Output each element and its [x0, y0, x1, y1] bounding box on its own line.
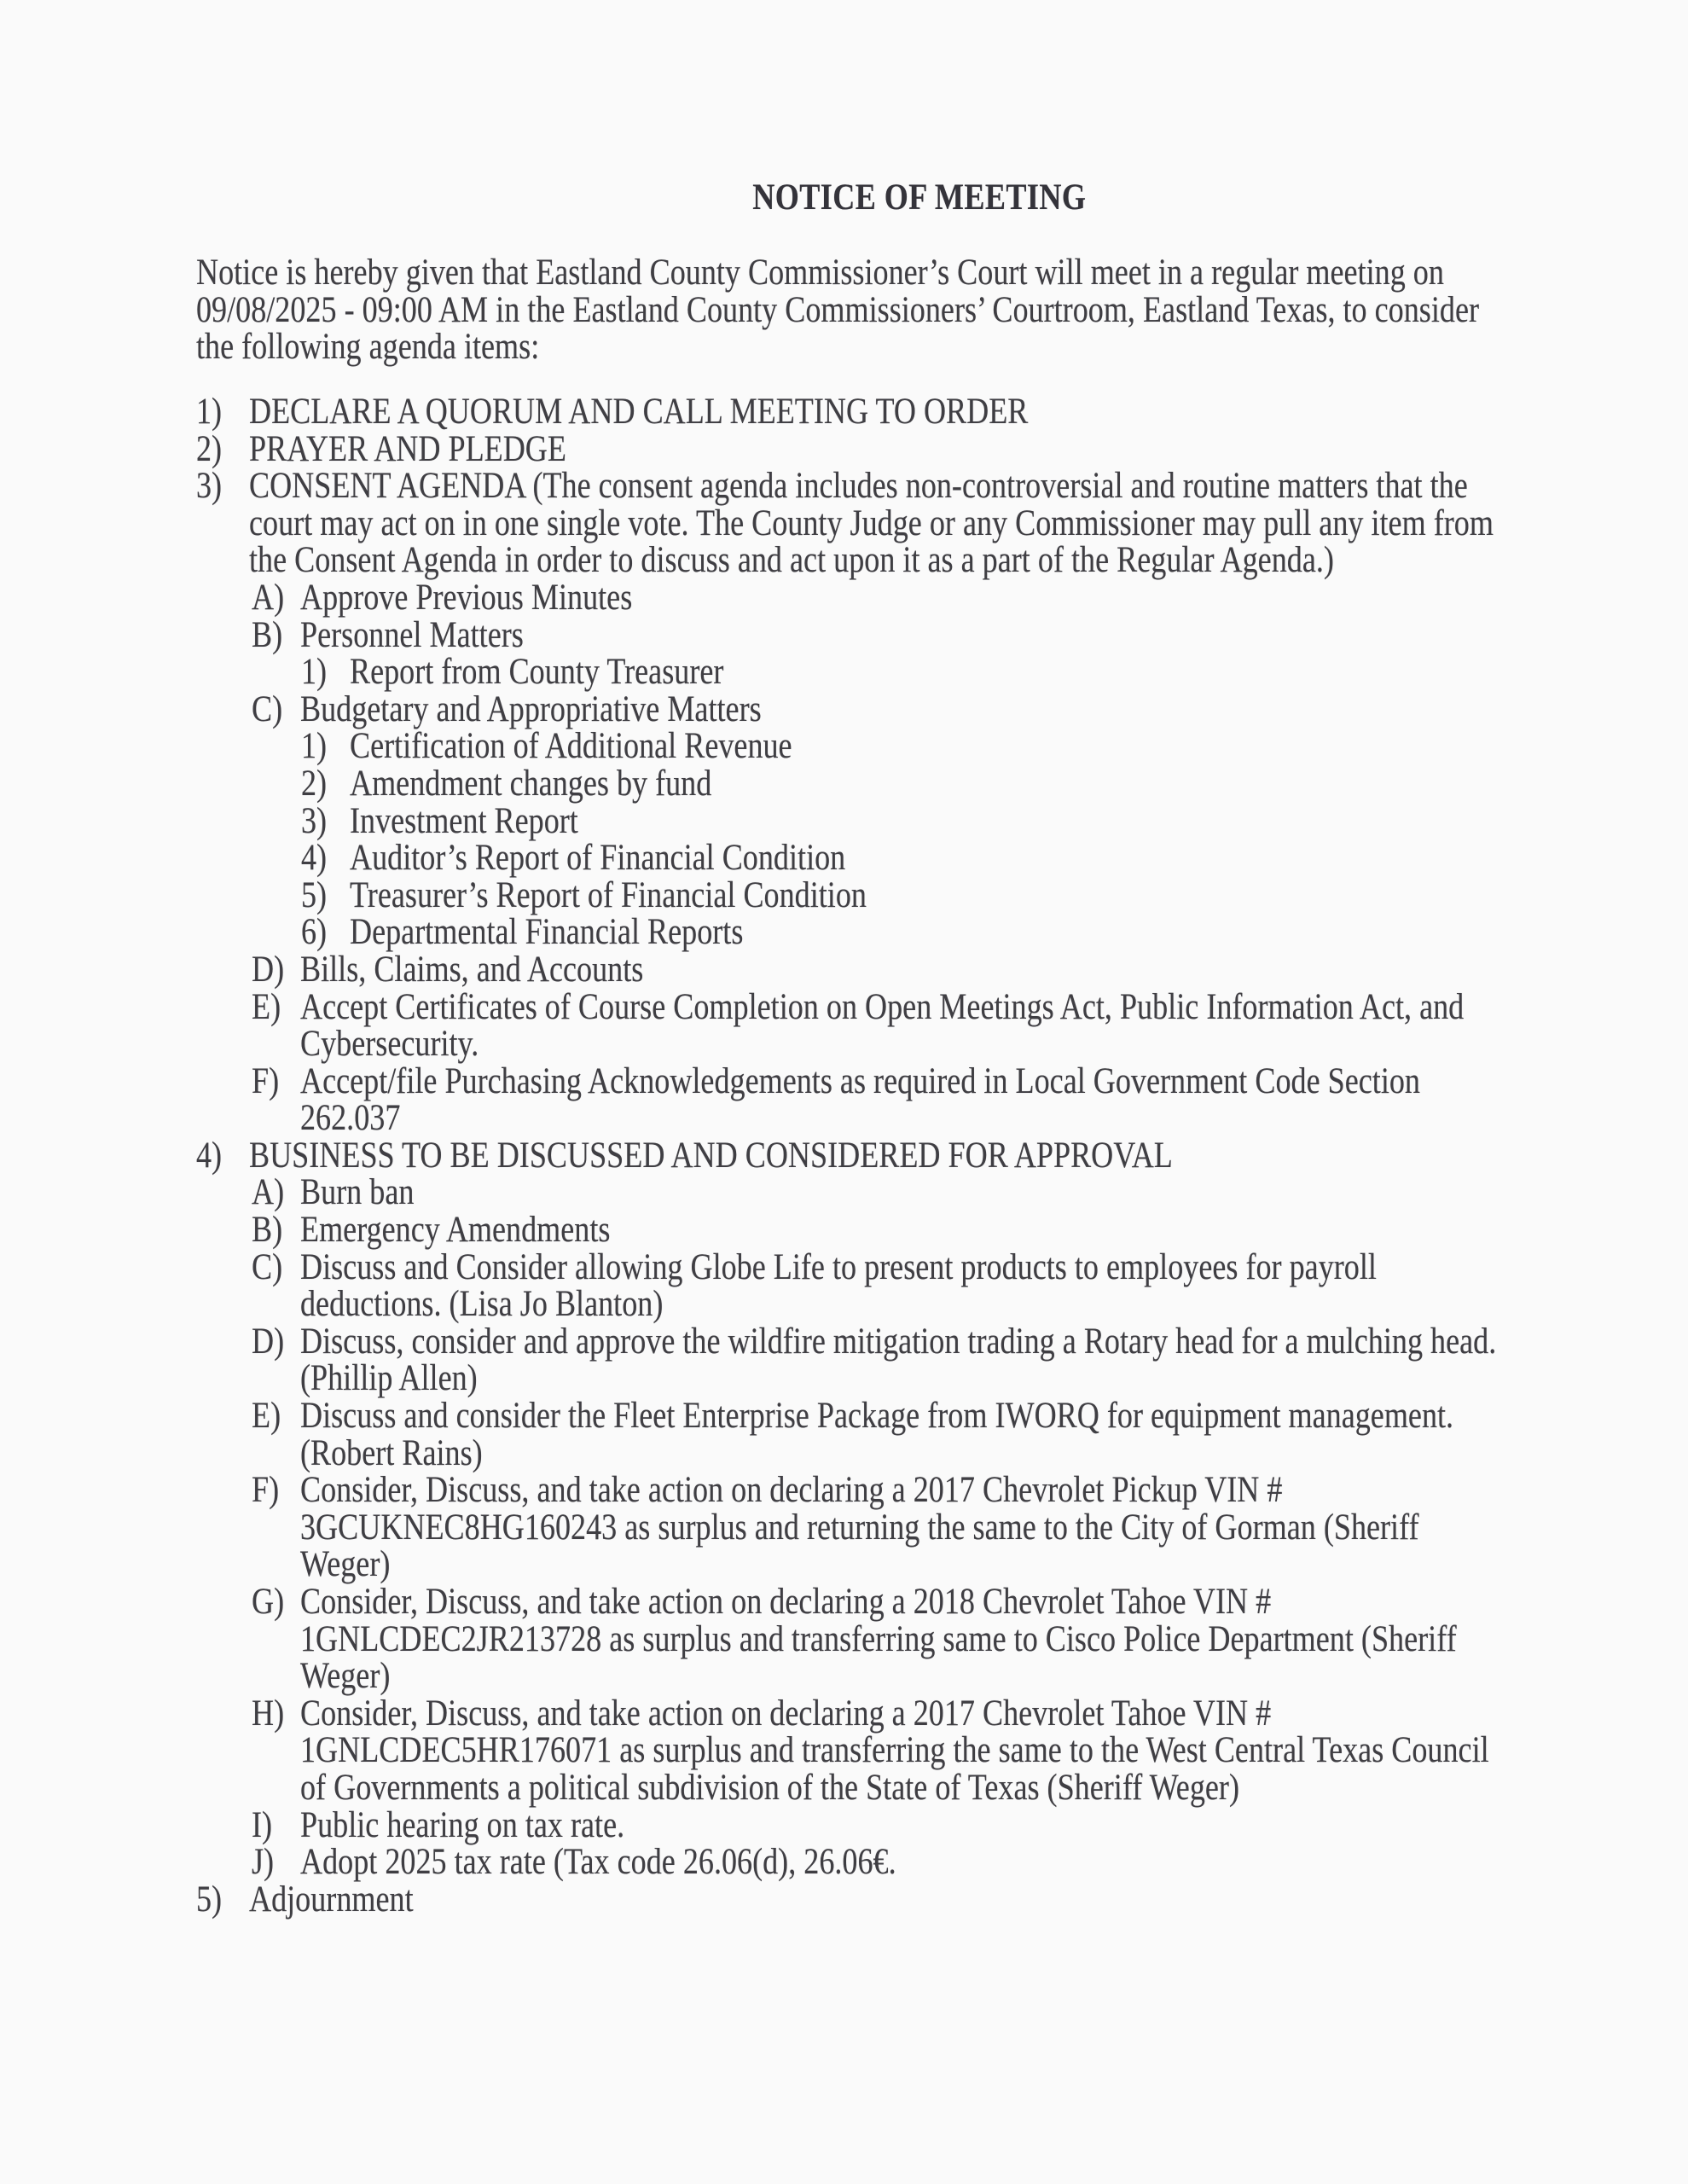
agenda-item-marker: B): [252, 614, 283, 655]
agenda-item-marker: B): [252, 1210, 283, 1251]
agenda-item: [196, 1174, 1578, 1211]
intro-line: 09/08/2025 - 09:00 AM in the Eastland County Commissioners’ Courtroom, Eastland Texas, to consider: [196, 289, 1480, 330]
agenda-item-line: Departmental Financial Reports: [350, 912, 744, 953]
agenda-item-marker: 5): [196, 1879, 223, 1920]
agenda-item-text: [300, 1472, 1578, 1583]
agenda-item-text: [249, 393, 1578, 431]
agenda-item-text: [249, 1881, 1578, 1919]
agenda-item-line: the Consent Agenda in order to discuss and act upon it as a part of the Regular Agenda.): [249, 540, 1334, 581]
agenda-item-marker: 1): [301, 726, 328, 767]
agenda-item: [196, 1881, 1578, 1919]
agenda-item-text: [249, 1137, 1578, 1175]
agenda-item-marker: A): [252, 1172, 285, 1213]
agenda-item: [196, 428, 1578, 469]
agenda-item-text: [300, 688, 1578, 729]
agenda-item-text: [350, 874, 1578, 915]
agenda-item: [196, 1695, 1578, 1807]
agenda-item: [196, 951, 1578, 989]
agenda-item: [196, 1472, 1578, 1583]
agenda-item-text: [300, 579, 1578, 617]
agenda-item-marker: 1): [301, 652, 328, 693]
agenda-item-line: (Robert Rains): [300, 1432, 483, 1473]
agenda-item-marker: D): [252, 1321, 285, 1362]
agenda-item-text: [300, 614, 1578, 655]
agenda-item-marker: I): [252, 1804, 273, 1845]
agenda-item-text: [350, 653, 1578, 691]
agenda-item-text: [300, 986, 1578, 1065]
agenda-item: [196, 393, 1578, 431]
agenda-item-line: Amendment changes by fund: [350, 763, 712, 804]
agenda-item: [196, 986, 1578, 1065]
agenda-item-line: 1GNLCDEC5HR176071 as surplus and transferring the same to the West Central Texas Council: [300, 1730, 1489, 1771]
agenda-item-text: [300, 1211, 1578, 1249]
agenda-item-line: DECLARE A QUORUM AND CALL MEETING TO ORDER: [249, 392, 1029, 432]
agenda-item: [196, 1246, 1578, 1325]
agenda-item: [196, 874, 1578, 915]
agenda-item-line: BUSINESS TO BE DISCUSSED AND CONSIDERED FOR APPROVAL: [249, 1135, 1173, 1176]
agenda-item: [196, 1137, 1578, 1175]
agenda-item: [196, 579, 1578, 617]
agenda-item-line: Treasurer’s Report of Financial Condition: [350, 874, 867, 915]
agenda-item-text: [300, 1804, 1578, 1845]
intro-paragraph: [196, 254, 1561, 366]
agenda-item-line: Discuss, consider and approve the wildfire mitigation trading a Rotary head for a mulching head.: [300, 1321, 1497, 1362]
agenda-item-line: Personnel Matters: [300, 614, 524, 655]
agenda-item-text: [300, 1583, 1578, 1695]
agenda-list: [196, 393, 1578, 1918]
agenda-item-text: [350, 914, 1578, 951]
agenda-item: [196, 1060, 1578, 1139]
agenda-item-marker: 5): [301, 874, 328, 915]
agenda-item-marker: E): [252, 986, 281, 1027]
agenda-item-line: Discuss and Consider allowing Globe Life to present products to employees for payroll: [300, 1246, 1377, 1287]
agenda-item-line: Adopt 2025 tax rate (Tax code 26.06(d), 26.06€.: [300, 1842, 896, 1883]
agenda-item-marker: D): [252, 949, 285, 990]
agenda-item-line: Public hearing on tax rate.: [300, 1804, 625, 1845]
agenda-item: [196, 1804, 1578, 1845]
agenda-item-line: Accept/file Purchasing Acknowledgements as required in Local Government Code Section: [300, 1060, 1420, 1101]
agenda-item-line: Report from County Treasurer: [350, 652, 724, 693]
agenda-item-text: [300, 951, 1578, 989]
agenda-item-marker: 4): [301, 838, 328, 879]
agenda-item-line: CONSENT AGENDA (The consent agenda includes non-controversial and routine matters that the: [249, 466, 1468, 507]
agenda-item-line: 1GNLCDEC2JR213728 as surplus and transferring same to Cisco Police Department (Sheriff: [300, 1618, 1457, 1659]
agenda-item-marker: C): [252, 1246, 283, 1287]
agenda-item-line: Auditor’s Report of Financial Condition: [350, 838, 846, 879]
agenda-item-marker: E): [252, 1396, 281, 1437]
agenda-item-text: [300, 1695, 1578, 1807]
intro-line: Notice is hereby given that Eastland County Commissioner’s Court will meet in a regular meeting on: [196, 253, 1444, 293]
agenda-item-marker: F): [252, 1060, 280, 1101]
agenda-item-marker: 2): [301, 763, 328, 804]
agenda-item-line: Budgetary and Appropriative Matters: [300, 688, 762, 729]
page-title: [75, 177, 1688, 218]
agenda-item: [196, 1211, 1578, 1249]
agenda-item-text: [300, 1174, 1578, 1211]
agenda-item-text: [350, 765, 1578, 803]
agenda-item-line: Discuss and consider the Fleet Enterprise Package from IWORQ for equipment management.: [300, 1396, 1454, 1437]
agenda-item-text: [300, 1246, 1578, 1325]
agenda-item-text: [249, 468, 1578, 579]
agenda-item-marker: 1): [196, 392, 223, 432]
agenda-item-line: 3GCUKNEC8HG160243 as surplus and returning the same to the City of Gorman (Sheriff: [300, 1507, 1419, 1548]
agenda-item-line: deductions. (Lisa Jo Blanton): [300, 1284, 664, 1325]
agenda-item-text: [350, 728, 1578, 765]
agenda-item-line: Accept Certificates of Course Completion on Open Meetings Act, Public Information Act, and: [300, 986, 1465, 1027]
agenda-item-text: [300, 1397, 1578, 1472]
agenda-item-line: of Governments a political subdivision of the State of Texas (Sheriff Weger): [300, 1767, 1239, 1808]
agenda-item-line: Cybersecurity.: [300, 1024, 479, 1065]
agenda-item-marker: 3): [196, 466, 223, 507]
agenda-item-marker: G): [252, 1582, 285, 1622]
agenda-item-text: [300, 1844, 1578, 1881]
agenda-item-text: [300, 1323, 1578, 1397]
agenda-item-text: [300, 1060, 1578, 1139]
agenda-item-marker: 6): [301, 912, 328, 953]
agenda-item-line: Adjournment: [249, 1879, 414, 1920]
agenda-item: [196, 1323, 1578, 1397]
agenda-item: [196, 1397, 1578, 1472]
agenda-item: [196, 688, 1578, 729]
agenda-item-line: Approve Previous Minutes: [300, 577, 633, 618]
agenda-item-line: Consider, Discuss, and take action on declaring a 2017 Chevrolet Tahoe VIN #: [300, 1693, 1272, 1734]
agenda-item-line: 262.037: [300, 1098, 401, 1139]
agenda-item-marker: H): [252, 1693, 285, 1734]
agenda-item: [196, 1844, 1578, 1881]
page-title-text: NOTICE OF MEETING: [751, 177, 1087, 218]
agenda-item-marker: J): [252, 1842, 275, 1883]
agenda-item-line: Certification of Additional Revenue: [350, 726, 792, 767]
agenda-item: [196, 765, 1578, 803]
agenda-item: [196, 614, 1578, 655]
agenda-item-line: court may act on in one single vote. The County Judge or any Commissioner may pull any item from: [249, 502, 1494, 543]
agenda-item-marker: 2): [196, 428, 223, 469]
agenda-item: [196, 839, 1578, 877]
agenda-item-text: [350, 800, 1578, 841]
agenda-item-line: Weger): [300, 1656, 391, 1697]
agenda-item-line: Weger): [300, 1544, 391, 1585]
agenda-item: [196, 468, 1578, 579]
agenda-item: [196, 1583, 1578, 1695]
agenda-item: [196, 800, 1578, 841]
agenda-item-line: Emergency Amendments: [300, 1210, 611, 1251]
agenda-item-marker: C): [252, 688, 283, 729]
agenda-item-line: Bills, Claims, and Accounts: [300, 949, 644, 990]
agenda-item-marker: F): [252, 1470, 280, 1511]
agenda-item-marker: A): [252, 577, 285, 618]
agenda-item-text: [249, 428, 1578, 469]
intro-line: the following agenda items:: [196, 327, 540, 368]
agenda-item-line: Investment Report: [350, 800, 578, 841]
agenda-item-marker: 3): [301, 800, 328, 841]
agenda-item-line: (Phillip Allen): [300, 1358, 478, 1399]
agenda-item-text: [350, 839, 1578, 877]
agenda-item-line: Consider, Discuss, and take action on declaring a 2017 Chevrolet Pickup VIN #: [300, 1470, 1283, 1511]
agenda-item-line: Burn ban: [300, 1172, 415, 1213]
agenda-item-line: Consider, Discuss, and take action on declaring a 2018 Chevrolet Tahoe VIN #: [300, 1582, 1272, 1622]
agenda-item-line: PRAYER AND PLEDGE: [249, 428, 566, 469]
agenda-item: [196, 728, 1578, 765]
agenda-item: [196, 914, 1578, 951]
agenda-item: [196, 653, 1578, 691]
agenda-item-marker: 4): [196, 1135, 223, 1176]
